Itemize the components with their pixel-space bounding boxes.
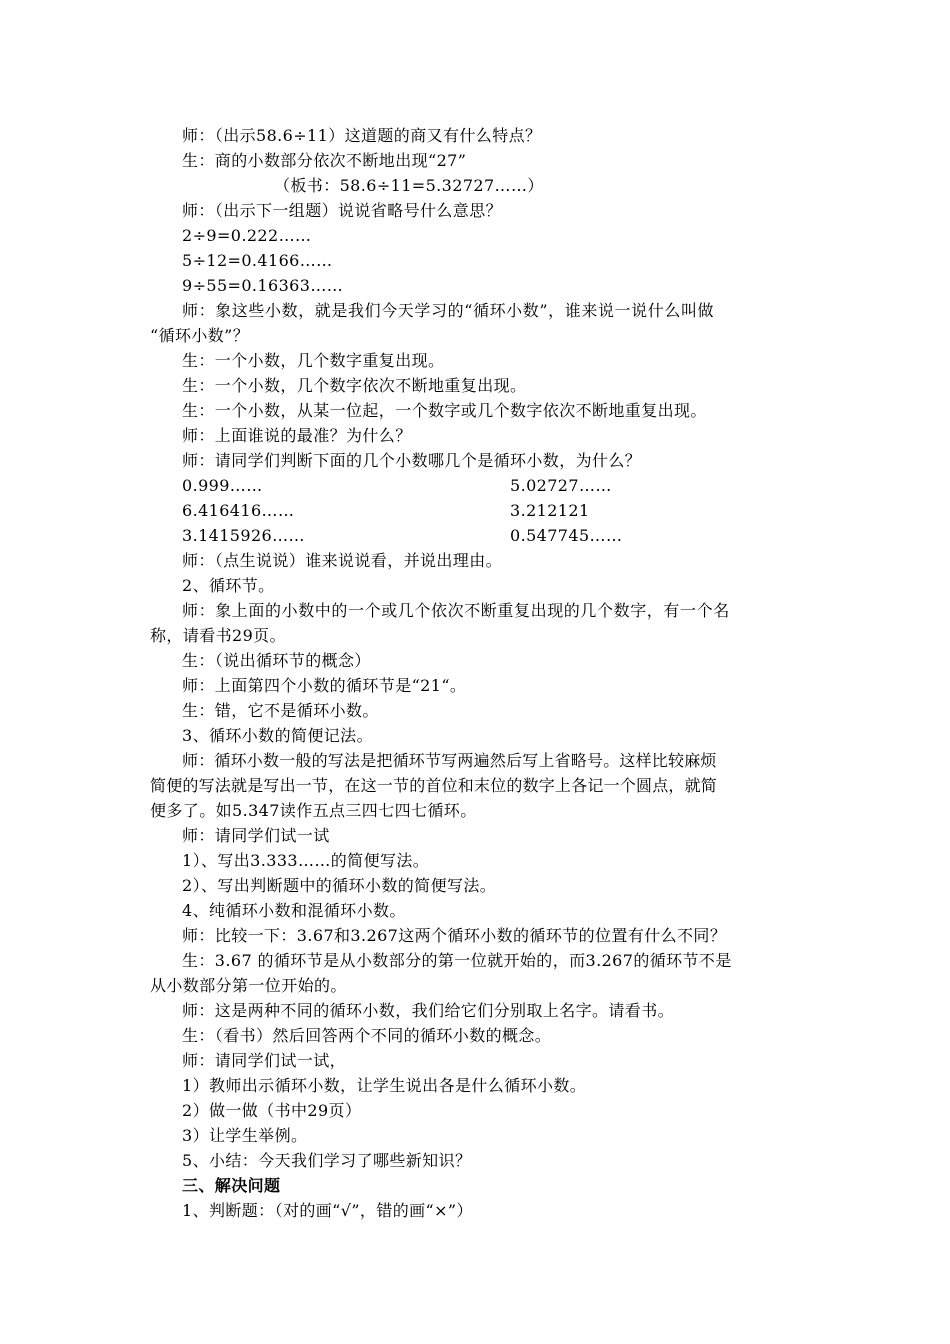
line-30: 师：比较一下：3.67和3.267这两个循环小数的循环节的位置有什么不同？ (182, 926, 727, 945)
line-19: 生：（说出循环节的概念） (182, 651, 371, 670)
decimal-right-1: 5.02727…… (510, 476, 612, 495)
line-31: 生：3.67 的循环节是从小数部分的第一位就开始的，而3.267的循环节不是 (182, 951, 732, 970)
decimal-right-2: 3.212121 (510, 501, 590, 520)
line-17: 师：象上面的小数中的一个或几个依次不断重复出现的几个数字，有一个名 (182, 601, 730, 620)
line-39: 5、小结：今天我们学习了哪些新知识？ (182, 1151, 472, 1170)
line-18: 称，请看书29页。 (150, 626, 286, 645)
line-3: （板书：58.6÷11=5.32727……） (274, 176, 544, 195)
line-7: 9÷55=0.16363…… (182, 276, 344, 295)
line-15: 师：（点生说说）谁来说说看，并说出理由。 (182, 551, 503, 570)
line-2: 生：商的小数部分依次不断地出现“27” (182, 151, 467, 170)
line-21: 生：错，它不是循环小数。 (182, 701, 379, 720)
section-heading: 三、解决问题 (182, 1176, 281, 1195)
decimal-right-3: 0.547745…… (510, 526, 623, 545)
line-29: 4、纯循环小数和混循环小数。 (182, 901, 406, 920)
line-9: “循环小数”？ (150, 326, 250, 345)
line-27: 1）、写出3.333……的简便写法。 (182, 851, 430, 870)
line-32: 从小数部分第一位开始的。 (150, 976, 347, 995)
decimal-left-2: 6.416416…… (182, 501, 295, 520)
line-38: 3）让学生举例。 (182, 1126, 308, 1145)
line-37: 2）做一做（书中29页） (182, 1101, 362, 1120)
line-10: 生：一个小数，几个数字重复出现。 (182, 351, 445, 370)
line-6: 5÷12=0.4166…… (182, 251, 333, 270)
line-24: 简便的写法就是写出一节，在这一节的首位和末位的数字上各记一个圆点，就简 (150, 776, 718, 795)
line-20: 师：上面第四个小数的循环节是“21“。 (182, 676, 467, 695)
line-22: 3、循环小数的简便记法。 (182, 726, 373, 745)
line-34: 生：（看书）然后回答两个不同的循环小数的概念。 (182, 1026, 552, 1045)
line-41: 1、判断题：（对的画“√”，错的画“×”） (182, 1201, 473, 1220)
decimal-left-1: 0.999…… (182, 476, 263, 495)
line-11: 生：一个小数，几个数字依次不断地重复出现。 (182, 376, 527, 395)
line-12: 生：一个小数，从某一位起，一个数字或几个数字依次不断地重复出现。 (182, 401, 707, 420)
line-23: 师：循环小数一般的写法是把循环节写两遍然后写上省略号。这样比较麻烦 (182, 751, 717, 770)
line-36: 1）教师出示循环小数，让学生说出各是什么循环小数。 (182, 1076, 587, 1095)
line-16: 2、循环节。 (182, 576, 275, 595)
line-35: 师：请同学们试一试， (182, 1051, 347, 1070)
line-26: 师：请同学们试一试 (182, 826, 330, 845)
line-25: 便多了。如5.347读作五点三四七四七循环。 (150, 801, 477, 820)
line-5: 2÷9=0.222…… (182, 226, 312, 245)
line-33: 师：这是两种不同的循环小数，我们给它们分别取上名字。请看书。 (182, 1001, 675, 1020)
line-1: 师：（出示58.6÷11）这道题的商又有什么特点？ (182, 126, 542, 145)
line-13: 师：上面谁说的最准？为什么？ (182, 426, 412, 445)
line-4: 师：（出示下一组题）说说省略号什么意思？ (182, 201, 503, 220)
line-14: 师：请同学们判断下面的几个小数哪几个是循环小数，为什么？ (182, 451, 642, 470)
line-8: 师：象这些小数，就是我们今天学习的“循环小数”，谁来说一说什么叫做 (182, 301, 715, 320)
line-28: 2）、写出判断题中的循环小数的简便写法。 (182, 876, 497, 895)
decimal-left-3: 3.1415926…… (182, 526, 305, 545)
